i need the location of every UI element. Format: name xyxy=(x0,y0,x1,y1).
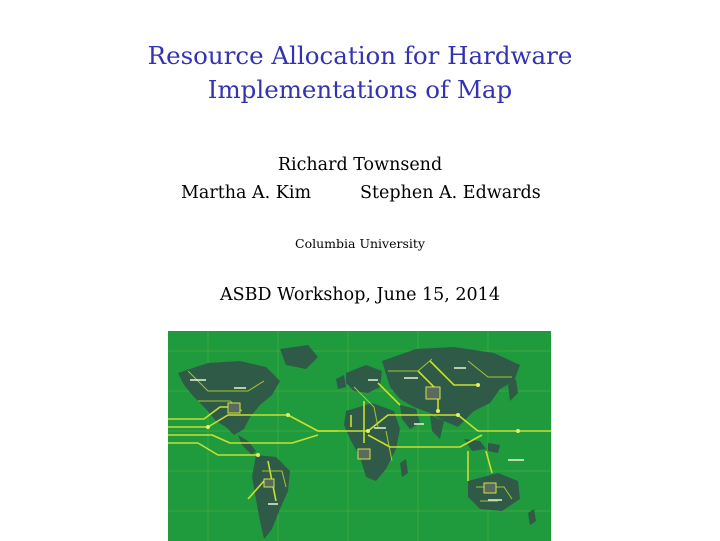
circuit-board-world-map-image xyxy=(168,331,551,541)
author-tertiary: Stephen A. Edwards xyxy=(360,183,541,203)
title-line-1: Resource Allocation for Hardware xyxy=(147,41,573,70)
slide-title xyxy=(0,39,720,107)
affiliation: Columbia University xyxy=(295,236,425,251)
venue: ASBD Workshop, June 15, 2014 xyxy=(220,285,500,305)
author-primary: Richard Townsend xyxy=(277,155,443,175)
title-line-2: Implementations of Map xyxy=(207,75,513,104)
author-secondary: Martha A. Kim xyxy=(181,183,312,203)
